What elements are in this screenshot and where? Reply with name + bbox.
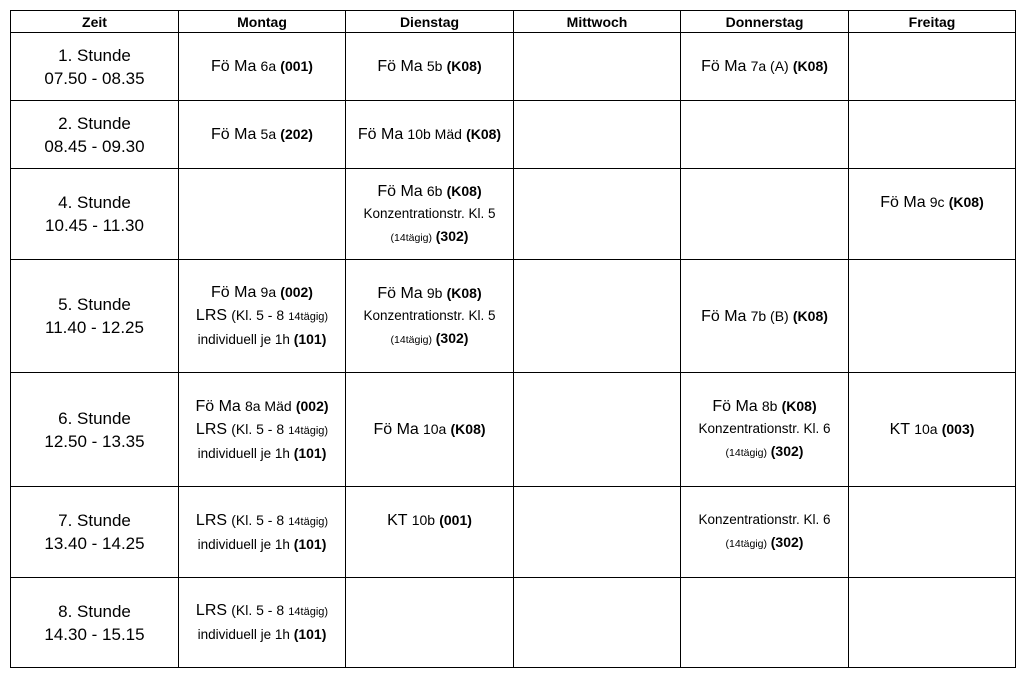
empty-cell <box>849 578 1016 668</box>
lrs-entry: LRS (Kl. 5 - 8 14tägig) <box>195 420 329 438</box>
empty-cell <box>346 578 514 668</box>
slot-label: 8. Stunde <box>58 601 131 621</box>
lesson-cell <box>346 169 514 260</box>
slot-label: 7. Stunde <box>58 511 131 530</box>
lesson-frequency: (14tägig) (302) <box>725 443 804 459</box>
lesson-subline: Konzentrationstr. Kl. 5 <box>363 307 496 323</box>
lesson-entry: Fö Ma 10b Mäd (K08) <box>357 126 502 143</box>
slot-label: 2. Stunde <box>58 113 131 133</box>
timetable <box>10 10 1016 668</box>
lesson-cell <box>179 260 346 373</box>
lrs-individual: individuell je 1h (101) <box>197 444 327 461</box>
table-row <box>11 169 1016 260</box>
empty-cell <box>514 260 681 373</box>
slot-label: 6. Stunde <box>58 408 131 428</box>
lesson-entry: KT 10a (003) <box>889 421 975 438</box>
table-row <box>11 101 1016 169</box>
lesson-entry: Fö Ma 5b (K08) <box>377 58 482 75</box>
lesson-cell <box>179 33 346 101</box>
lesson-subline: Konzentrationstr. Kl. 6 <box>698 512 831 527</box>
lesson-cell <box>346 260 514 373</box>
lesson-entry: Fö Ma 9b (K08) <box>377 284 482 302</box>
lesson-cell <box>849 373 1016 487</box>
lrs-entry: LRS (Kl. 5 - 8 14tägig) <box>195 602 329 619</box>
lesson-cell <box>346 373 514 487</box>
empty-cell <box>514 101 681 169</box>
slot-label: 1. Stunde <box>58 45 131 65</box>
lesson-entry: Fö Ma 9a (002) <box>211 284 313 301</box>
lesson-subline: Konzentrationstr. Kl. 6 <box>698 421 831 436</box>
time-cell <box>11 578 179 668</box>
lesson-entry: KT 10b (001) <box>387 512 472 529</box>
slot-time: 14.30 - 15.15 <box>44 624 145 644</box>
lesson-cell <box>346 487 514 578</box>
lesson-cell <box>346 33 514 101</box>
lesson-cell <box>179 487 346 578</box>
time-cell <box>11 487 179 578</box>
table-row <box>11 578 1016 668</box>
lesson-frequency: (14tägig) (302) <box>725 534 804 550</box>
slot-label: 5. Stunde <box>58 295 131 314</box>
time-cell <box>11 373 179 487</box>
lesson-entry: Fö Ma 10a (K08) <box>373 421 486 438</box>
lesson-cell <box>681 373 849 487</box>
empty-cell <box>849 101 1016 169</box>
empty-cell <box>179 169 346 260</box>
lesson-frequency: (14tägig) (302) <box>390 329 469 346</box>
empty-cell <box>514 33 681 101</box>
table-row <box>11 373 1016 487</box>
lrs-individual: individuell je 1h (101) <box>197 626 327 642</box>
empty-cell <box>514 373 681 487</box>
lrs-entry: LRS (Kl. 5 - 8 14tägig) <box>195 511 329 529</box>
empty-cell <box>681 101 849 169</box>
lesson-entry: Fö Ma 6a (001) <box>211 58 313 75</box>
lrs-individual: individuell je 1h (101) <box>197 535 327 552</box>
empty-cell <box>514 487 681 578</box>
lesson-entry: Fö Ma 6b (K08) <box>377 182 482 200</box>
empty-cell <box>681 578 849 668</box>
lesson-cell <box>346 101 514 169</box>
lesson-subline: Konzentrationstr. Kl. 5 <box>363 205 496 221</box>
lesson-entry: Fö Ma 8a Mäd (002) <box>195 397 329 415</box>
time-cell <box>11 260 179 373</box>
empty-cell <box>849 260 1016 373</box>
slot-time: 11.40 - 12.25 <box>45 318 144 337</box>
time-cell <box>11 101 179 169</box>
header-freitag: Freitag <box>849 11 1016 33</box>
lesson-cell <box>681 260 849 373</box>
time-cell <box>11 169 179 260</box>
empty-cell <box>514 169 681 260</box>
lesson-cell <box>681 487 849 578</box>
empty-cell <box>514 578 681 668</box>
header-row <box>11 11 1016 33</box>
lesson-entry: Fö Ma 8b (K08) <box>712 398 817 415</box>
lesson-entry: Fö Ma 7a (A) (K08) <box>701 58 828 75</box>
lesson-frequency: (14tägig) (302) <box>390 227 469 244</box>
lesson-entry: Fö Ma 5a (202) <box>211 126 313 143</box>
empty-cell <box>849 487 1016 578</box>
table-row <box>11 487 1016 578</box>
table-row <box>11 33 1016 101</box>
header-zeit: Zeit <box>11 11 179 33</box>
slot-label: 4. Stunde <box>58 193 131 212</box>
header-mittwoch: Mittwoch <box>514 11 681 33</box>
lesson-cell <box>179 373 346 487</box>
slot-time: 10.45 - 11.30 <box>45 216 144 235</box>
header-dienstag: Dienstag <box>346 11 514 33</box>
lrs-entry: LRS (Kl. 5 - 8 14tägig) <box>195 307 329 324</box>
empty-cell <box>849 33 1016 101</box>
slot-time: 08.45 - 09.30 <box>44 136 145 156</box>
lesson-cell <box>179 578 346 668</box>
lesson-entry: Fö Ma 9c (K08) <box>880 194 984 211</box>
lesson-cell <box>849 169 1016 260</box>
slot-time: 12.50 - 13.35 <box>44 431 145 451</box>
time-cell <box>11 33 179 101</box>
table-row <box>11 260 1016 373</box>
slot-time: 07.50 - 08.35 <box>44 68 145 88</box>
header-donnerstag: Donnerstag <box>681 11 849 33</box>
lesson-entry: Fö Ma 7b (B) (K08) <box>701 307 828 325</box>
lesson-cell <box>179 101 346 169</box>
lesson-cell <box>681 33 849 101</box>
header-montag: Montag <box>179 11 346 33</box>
lrs-individual: individuell je 1h (101) <box>197 331 327 347</box>
empty-cell <box>681 169 849 260</box>
slot-time: 13.40 - 14.25 <box>44 534 145 553</box>
